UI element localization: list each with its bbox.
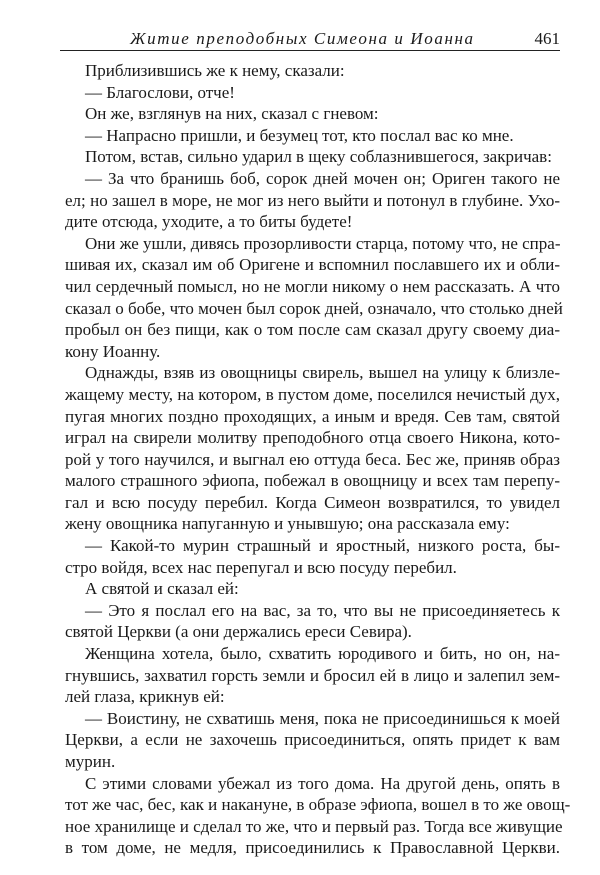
text-line: тот же час, бес, как и накануне, в образе эфиопа, вошел в то же овощ- xyxy=(65,795,571,815)
text-line: сказал о бобе, что мочен был сорок дней, означало, что столько дней xyxy=(65,298,563,318)
text-line: святой Церкви (а они держались ереси Севира). xyxy=(65,622,412,642)
text-line: — За что бранишь боб, сорок дней мочен он; Ориген такого не xyxy=(85,168,560,188)
text-line: в том доме, не медля, присоединились к Православной Церкви. xyxy=(65,838,560,858)
text-line: кону Иоанну. xyxy=(65,341,161,361)
text-line: Церкви, а если не захочешь присоединиться, опять придет к вам xyxy=(65,730,560,750)
text-line: пробыл он без пищи, как о том после сам сказал другу своему диа- xyxy=(65,320,560,340)
text-line: мурин. xyxy=(65,752,116,771)
text-line: — Это я послал его на вас, за то, что вы не присоединяетесь к xyxy=(85,600,560,620)
running-title: Житие преподобных Симеона и Иоанна xyxy=(130,29,475,48)
text-line: шивая их, сказал им об Оригене и вспомнил пославшего их и обли- xyxy=(65,255,560,275)
text-line: Приблизившись же к нему, сказали: xyxy=(85,61,345,80)
text-line: Однажды, взяв из овощницы свирель, вышел на улицу к близле- xyxy=(85,363,560,383)
text-line: — Напрасно пришли, и безумец тот, кто послал вас ко мне. xyxy=(85,125,514,145)
text-line: пугая многих поздно проходящих, а иным и вредя. Сев там, святой xyxy=(65,406,560,426)
text-line: — Какой-то мурин страшный и яростный, низкого роста, бы- xyxy=(85,536,560,556)
running-header xyxy=(60,28,560,51)
text-line: А святой и сказал ей: xyxy=(85,579,239,599)
text-line: жену овощника напуганную и унывшую; она рассказала ему: xyxy=(65,514,510,534)
text-line: — Воистину, не схватишь меня, пока не присоединишься к моей xyxy=(85,708,560,728)
text-line: Женщина хотела, было, схватить юродивого и бить, но он, на- xyxy=(85,644,560,664)
text-line: гал и всю посуду перебил. Когда Симеон возвратился, то увидел xyxy=(65,492,560,512)
text-line: гнувшись, захватил горсть земли и бросил ей в лицо и залепил зем- xyxy=(65,665,560,685)
text-line: малого страшного эфиопа, побежал в овощницу и всех там перепу- xyxy=(65,471,560,491)
text-line: чил сердечный помысл, но не могли никому о нем рассказать. А что xyxy=(65,276,560,296)
text-line: ел; но зашел в море, не мог из него выйти и потонул в глубине. Ухо- xyxy=(65,190,560,210)
text-line: Он же, взглянув на них, сказал с гневом: xyxy=(85,104,379,124)
body-text xyxy=(65,60,571,859)
text-line: рой у того научился, и выгнал ею оттуда беса. Бес же, приняв образ xyxy=(65,449,560,469)
page-number: 461 xyxy=(534,29,560,48)
text-line: С этими словами убежал из того дома. На другой день, опять в xyxy=(85,773,560,793)
text-line: жащему месту, на котором, в пустом доме, поселился нечистый дух, xyxy=(65,384,560,404)
text-line: стро войдя, всех нас перепугал и всю посуду перебил. xyxy=(65,557,457,577)
text-line: — Благослови, отче! xyxy=(85,82,235,102)
text-line: дите отсюда, уходите, а то биты будете! xyxy=(65,212,353,232)
text-line: лей глаза, крикнув ей: xyxy=(65,687,225,707)
text-line: Они же ушли, дивясь прозорливости старца, потому что, не спра- xyxy=(85,233,561,253)
text-line: Потом, встав, сильно ударил в щеку соблазнившегося, закричав: xyxy=(85,147,552,167)
text-line: ное хранилище и сделал то же, что и первый раз. Тогда все живущие xyxy=(65,816,563,836)
text-line: играл на свирели молитву преподобного отца своего Никона, кото- xyxy=(65,428,560,448)
